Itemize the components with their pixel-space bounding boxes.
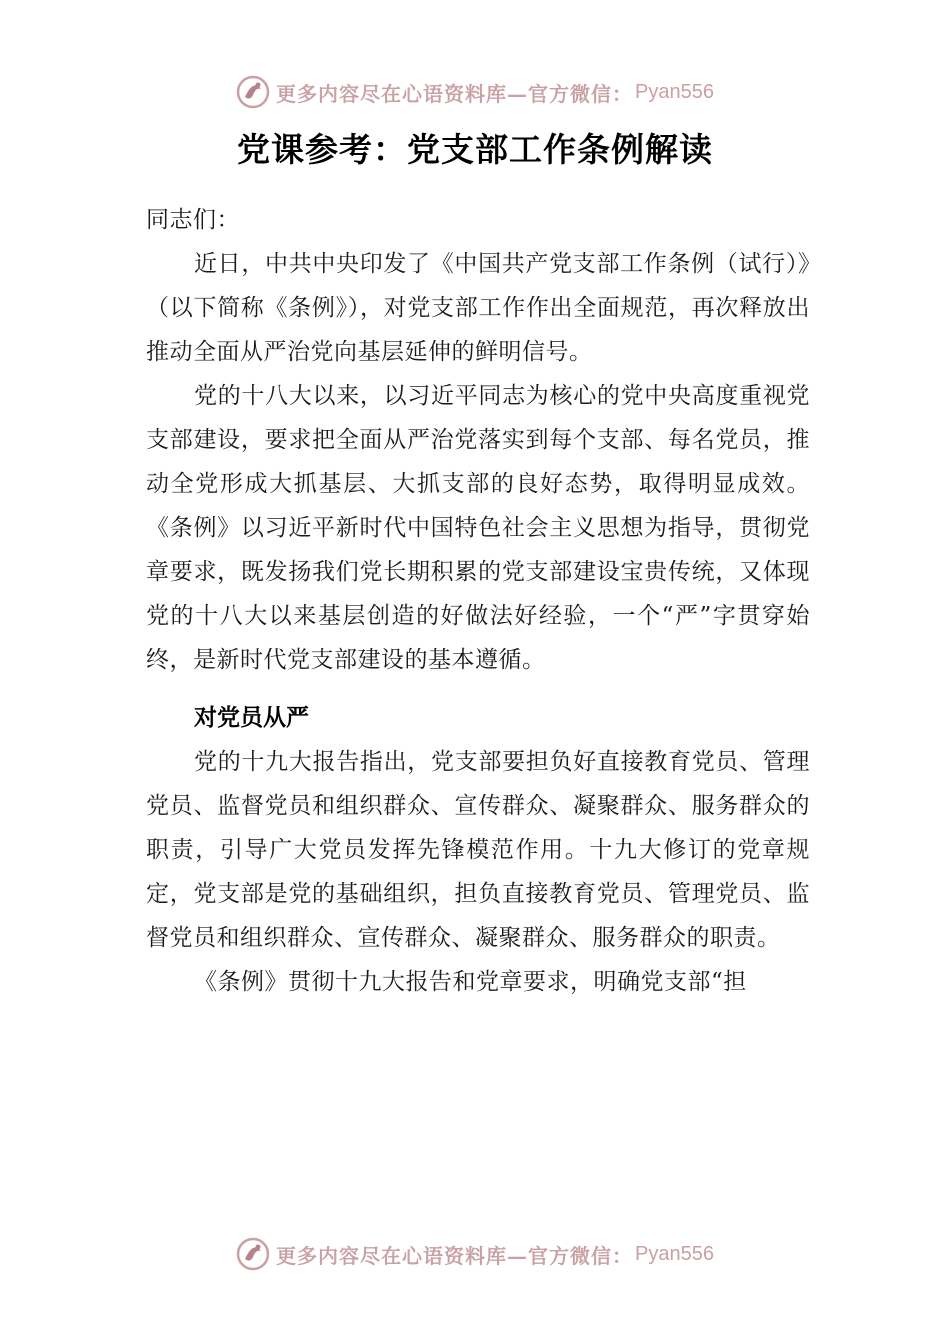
- watermark-wechat-id: Pyan556: [635, 1242, 714, 1265]
- watermark-wechat-id: Pyan556: [635, 80, 714, 103]
- footer-watermark: [0, 1232, 950, 1276]
- logo-icon: [236, 1237, 270, 1271]
- watermark-text: 更多内容尽在心语资料库—: [276, 81, 529, 106]
- header-watermark: [0, 70, 950, 114]
- watermark-wechat-label: 官方微信：: [528, 1243, 634, 1268]
- paragraph: 《条例》贯彻十九大报告和党章要求，明确党支部“担: [194, 969, 747, 995]
- page-title: 党课参考：党支部工作条例解读: [237, 130, 713, 169]
- watermark-wechat-label: 官方微信：: [528, 81, 634, 106]
- paragraph: 近日，中共中央印发了《中国共产党支部工作条例（试行）》（以下简称《条例》），对党支部工作作出全面规范，再次释放出推动全面从严治党向基层延伸的鲜明信号。: [146, 251, 810, 365]
- section-heading: 对党员从严: [194, 705, 309, 731]
- paragraph: 党的十九大报告指出，党支部要担负好直接教育党员、管理党员、监督党员和组织群众、宣传群众、凝聚群众、服务群众的职责，引导广大党员发挥先锋模范作用。十九大修订的党章规定，党支部是党的基础组织，担负直接教育党员、管理党员、监督党员和组织群众、宣传群众、凝聚群众、服务群众的职责。: [146, 749, 810, 951]
- watermark-text: 更多内容尽在心语资料库—: [276, 1243, 529, 1268]
- salutation: 同志们：: [146, 207, 240, 233]
- paragraph: 党的十八大以来，以习近平同志为核心的党中央高度重视党支部建设，要求把全面从严治党落实到每个支部、每名党员，推动全党形成大抓基层、大抓支部的良好态势，取得明显成效。《条例》以习近平新时代中国特色社会主义思想为指导，贯彻党章要求，既发扬我们党长期积累的党支部建设宝贵传统，又体现党的十八大以来基层创造的好做法好经验，一个“严”字贯穿始终，是新时代党支部建设的基本遵循。: [146, 383, 810, 673]
- document-body: [146, 198, 810, 1004]
- logo-icon: [236, 75, 270, 109]
